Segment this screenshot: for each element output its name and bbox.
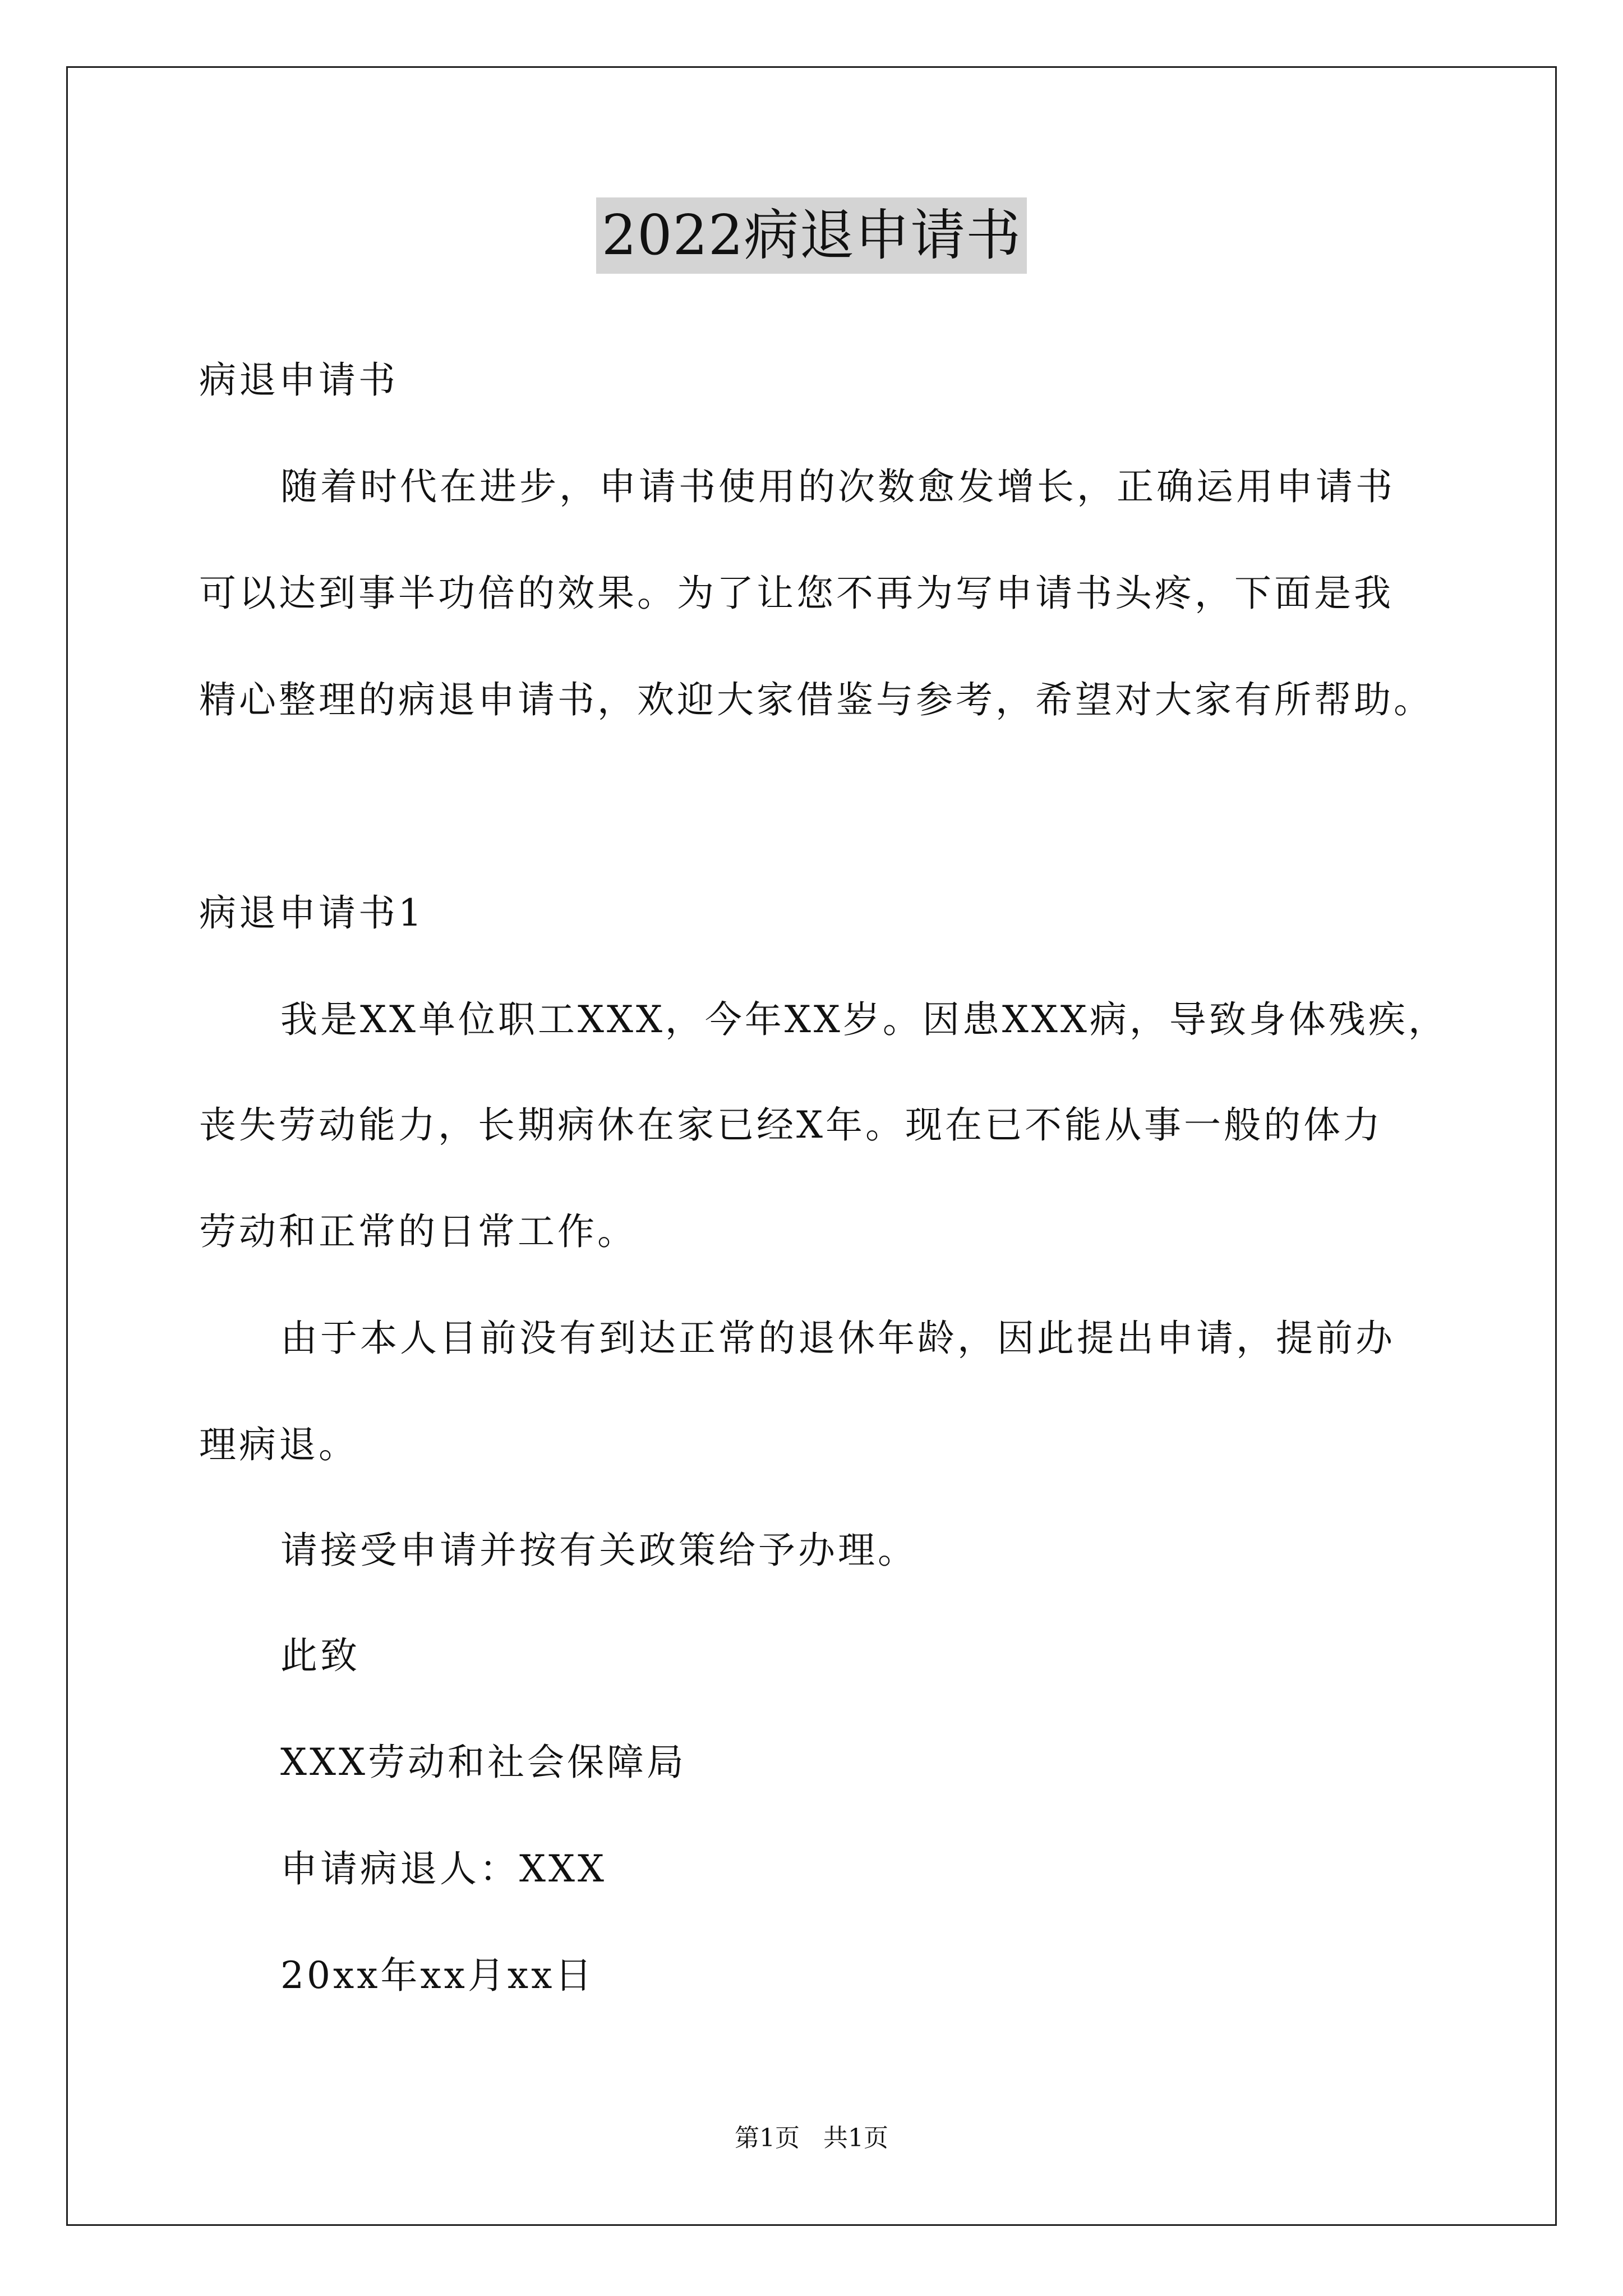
intro-line-3: 精心整理的病退申请书，欢迎大家借鉴与参考，希望对大家有所帮助。 xyxy=(199,678,1433,721)
closing-salutation: 此致 xyxy=(280,1634,360,1677)
page-footer: 第1页 共1页 xyxy=(735,2124,888,2152)
body-line-3: 劳动和正常的日常工作。 xyxy=(199,1210,637,1253)
intro-line-1: 随着时代在进步，申请书使用的次数愈发增长，正确运用申请书 xyxy=(280,465,1395,508)
body-line-2: 丧失劳动能力，长期病休在家已经X年。现在已不能从事一般的体力 xyxy=(199,1103,1383,1147)
date: 20xx年xx月xx日 xyxy=(280,1954,595,1997)
section-heading: 病退申请书1 xyxy=(199,891,425,935)
body-line-1: 我是XX单位职工XXX，今年XX岁。因患XXX病，导致身体残疾， xyxy=(280,998,1448,1041)
intro-line-2: 可以达到事半功倍的效果。为了让您不再为写申请书头疼，下面是我 xyxy=(199,572,1394,615)
recipient: XXX劳动和社会保障局 xyxy=(280,1741,686,1784)
title-container xyxy=(0,197,1623,274)
body-line-6: 请接受申请并按有关政策给予办理。 xyxy=(280,1529,917,1572)
body-line-4: 由于本人目前没有到达正常的退休年龄，因此提出申请，提前办 xyxy=(280,1317,1395,1360)
document-title: 2022病退申请书 xyxy=(596,197,1027,274)
intro-heading: 病退申请书 xyxy=(199,358,398,402)
applicant: 申请病退人：XXX xyxy=(280,1847,607,1890)
body-line-5: 理病退。 xyxy=(199,1423,358,1466)
